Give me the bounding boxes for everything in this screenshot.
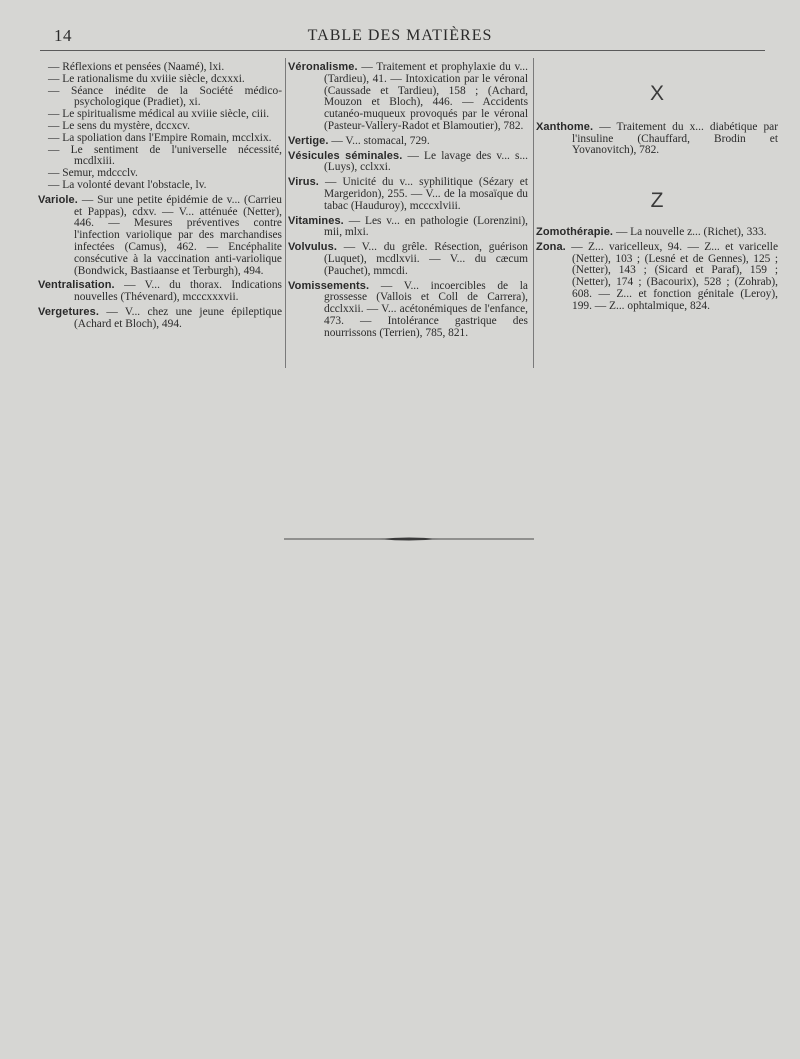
entry-headword: Vertige. xyxy=(288,134,329,147)
entry-headword: Virus. xyxy=(288,176,319,189)
entry-text: — V... stomacal, 729. xyxy=(328,134,430,147)
end-ornament-rule xyxy=(284,537,534,541)
index-entry xyxy=(288,242,528,277)
entry-text: — Traitement du x... diabétique par l'insuline (Chauffard, Brodin et Yovanovitch), 782. xyxy=(572,120,778,157)
entry-text: — Sur une petite épidémie de v... (Carrieu et Pappas), cdxv. — V... atténuée (Netter), 446. — Mesures préventives contre l'infection variolique par des marchandises infectées (Camus), 462. — Encéphalite consécutive à la vaccination anti-variolique (Bondwick, Bastiaanse et Terburgh), 494. xyxy=(74,193,282,277)
entry-headword: Vitamines. xyxy=(288,214,344,227)
index-entry xyxy=(288,62,528,133)
letter-heading-z: Z xyxy=(650,189,664,213)
index-entry xyxy=(38,280,282,304)
entry-headword: Véronalisme. xyxy=(288,61,358,73)
entry-headword: Vergetures. xyxy=(38,305,100,318)
entry-text: — Unicité du v... syphilitique (Sézary et Margeridon), 255. — V... de la mosaïque du tabac (Hauduroy), mcccxlviii. xyxy=(318,176,528,212)
sub-entry: — Semur, mdccclv. xyxy=(48,167,138,180)
sub-entry: — La volonté devant l'obstacle, lv. xyxy=(48,178,207,191)
index-entry xyxy=(288,177,528,212)
column-1 xyxy=(38,62,282,331)
sub-entry: — Le sens du mystère, dccxcv. xyxy=(48,119,190,132)
column-3 xyxy=(536,62,778,313)
entry-text: — Z... varicelleux, 94. — Z... et varicelle (Netter), 103 ; (Lesné et de Gennes), 125 ; (Netter), 143 ; (Sicard et Paraf), 159 ; (Netter), 174 ; (Bacourix), 528 ; (Zohrab), 608. — Z... et fonction génitale (Leroy), 199. — Z... ophtalmique, 824. xyxy=(565,240,778,312)
entry-text: — V... incoercibles de la grossesse (Vallois et Coll de Carrera), dcclxxii. — V... acétonémiques de l'enfance, 473. — Intolérance gastrique des nourrissons (Terrien), 785, 821. xyxy=(324,279,528,339)
entry-headword: Xanthome. xyxy=(536,120,594,133)
page-number: 14 xyxy=(54,26,72,45)
entry-text: — V... du grêle. Résection, guérison (Luquet), mcdlxvii. — V... du cæcum (Pauchet), mmcdi. xyxy=(324,241,528,277)
sub-entry: — Séance inédite de la Société médico-psychologique (Pradiet), xi. xyxy=(48,84,282,109)
sub-entry: — Le spiritualisme médical au xviiie siècle, ciii. xyxy=(48,108,270,121)
entry-text: — V... chez une jeune épileptique (Achard et Bloch), 494. xyxy=(74,305,282,330)
index-entry xyxy=(288,136,528,148)
index-entry xyxy=(536,242,778,313)
entry-text: — La nouvelle z... (Richet), 333. xyxy=(613,225,767,238)
sub-entry: — Le sentiment de l'universelle nécessité, mcdlxiii. xyxy=(48,143,282,168)
sub-entry: — Réflexions et pensées (Naamé), lxi. xyxy=(48,61,225,73)
entry-text: — Le lavage des v... s... (Luys), cclxxi. xyxy=(324,149,528,174)
entry-headword: Vésicules séminales. xyxy=(288,149,403,162)
letter-heading-x: X xyxy=(649,82,664,105)
entry-text: — Les v... en pathologie (Lorenzini), mii, mlxi. xyxy=(324,214,528,239)
column-2 xyxy=(288,62,528,340)
entry-text: — V... du thorax. Indications nouvelles (Thévenard), mcccxxxvii. xyxy=(74,279,282,304)
column-divider xyxy=(533,58,534,368)
index-entry xyxy=(288,281,528,340)
entry-text: — Traitement et prophylaxie du v... (Tardieu), 41. — Intoxication par le véronal (Caussade et Tardieu), 158 ; (Achard, Mouzon et Bloch), 446. — Accidents cutanéo-muqueux provoqués par le véronal (Pasteur-Vallery-Radot et Blamoutier), 782. xyxy=(324,61,528,132)
index-entry xyxy=(536,227,778,239)
index-entry xyxy=(38,195,282,278)
index-entry xyxy=(38,307,282,331)
entry-headword: Vomissements. xyxy=(288,279,370,292)
sub-entry: — La spoliation dans l'Empire Romain, mcclxix. xyxy=(48,131,272,144)
entry-headword: Zomothérapie. xyxy=(536,225,614,238)
entry-headword: Zona. xyxy=(536,240,566,253)
header-rule xyxy=(40,50,765,51)
entry-headword: Ventralisation. xyxy=(38,279,115,292)
index-entry xyxy=(536,122,778,157)
column-divider xyxy=(285,58,286,368)
index-entry xyxy=(288,151,528,175)
index-entry xyxy=(288,216,528,240)
running-title: TABLE DES MATIÈRES xyxy=(307,27,493,44)
sub-entry: — Le rationalisme du xviiie siècle, dcxxxi. xyxy=(48,72,245,85)
entry-headword: Variole. xyxy=(38,193,78,206)
entry-headword: Volvulus. xyxy=(288,241,337,254)
